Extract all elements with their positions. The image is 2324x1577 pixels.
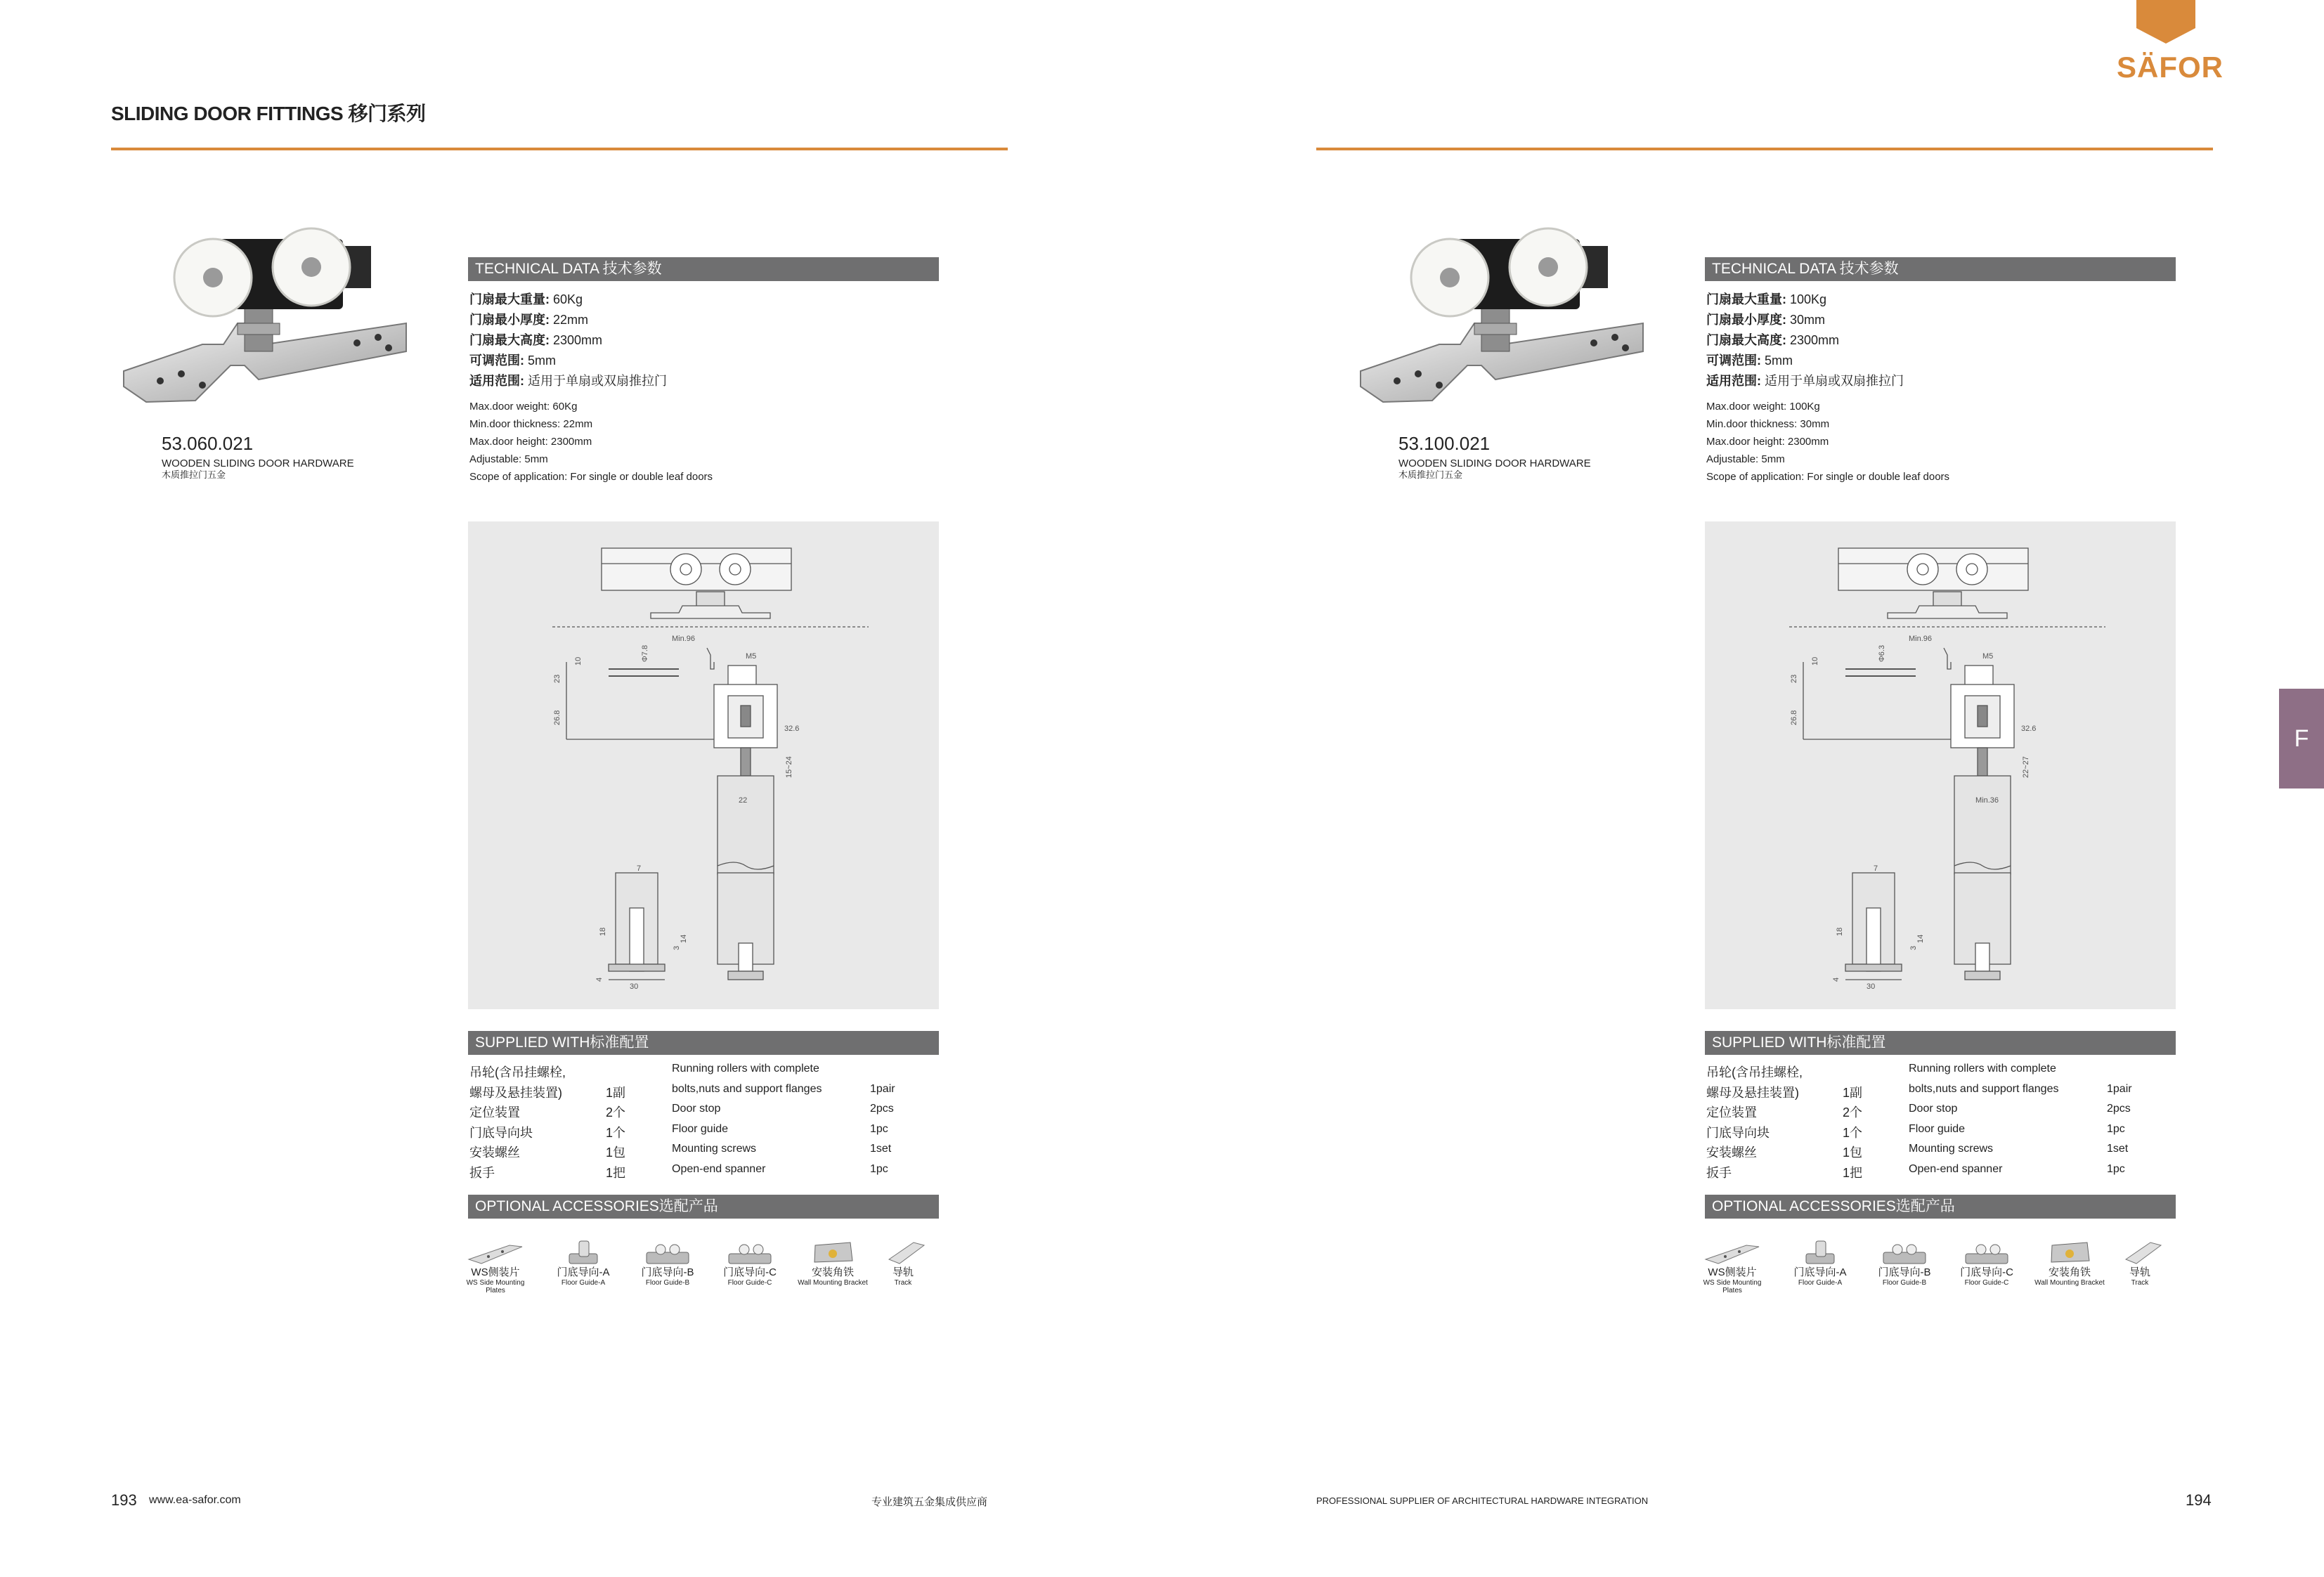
supplied-item-en: Door stop [1909, 1103, 1958, 1115]
left-page-number: 193 [111, 1491, 137, 1509]
accessory-item[interactable] [1781, 1231, 1859, 1287]
spec-cn-value: 适用于单扇或双扇推拉门 [1761, 374, 1904, 388]
spec-en-row [1706, 450, 1785, 468]
track-icon [864, 1231, 942, 1266]
spec-en-key: Adjustable: [469, 453, 522, 465]
spec-cn-value: 2300mm [1786, 333, 1840, 347]
svg-text:18: 18 [599, 927, 607, 936]
spec-cn-row [469, 371, 667, 391]
svg-text:23: 23 [553, 674, 561, 683]
supplied-qty-en: 1pc [870, 1162, 888, 1175]
floor-guide-c-icon [1948, 1231, 2025, 1266]
supplied-item-cn: 螺母及悬挂装置) [1706, 1085, 1799, 1100]
accessory-name-en: Floor Guide-C [727, 1279, 772, 1287]
accessory-name-en: Floor Guide-B [645, 1279, 690, 1287]
accessory-name-en: Wall Mounting Bracket [798, 1279, 868, 1287]
product-name-cn: 木质推拉门五金 [1398, 469, 1463, 480]
supplied-item-cn: 定位装置 [469, 1105, 520, 1120]
spec-cn-row [469, 310, 588, 330]
supplied-with-header: SUPPLIED WITH标准配置 [1705, 1031, 2176, 1055]
spec-cn-value: 适用于单扇或双扇推拉门 [524, 374, 667, 388]
svg-text:18: 18 [1836, 927, 1844, 936]
supplied-qty-en: 1pair [870, 1082, 895, 1095]
accessory-item[interactable] [2101, 1231, 2179, 1287]
supplied-qty-cn: 1副 [1843, 1085, 1863, 1100]
spec-en-value: 100Kg [1786, 401, 1820, 413]
svg-text:22~27: 22~27 [2022, 756, 2030, 778]
product-photo [118, 218, 413, 415]
svg-text:7: 7 [637, 864, 642, 873]
spec-en-row [1706, 415, 1829, 433]
floor-guide-c-icon [711, 1231, 788, 1266]
spec-en-key: Scope of application: [469, 471, 568, 483]
spec-en-key: Min.door thickness: [1706, 418, 1798, 430]
supplied-item-en: Mounting screws [672, 1143, 757, 1155]
spec-en-row [469, 450, 548, 468]
svg-text:4: 4 [1832, 977, 1841, 982]
supplied-item-en: bolts,nuts and support flanges [1909, 1082, 2059, 1095]
spec-cn-key: 门扇最小厚度: [469, 313, 550, 327]
wall-bracket-icon [2031, 1231, 2108, 1266]
svg-text:26.8: 26.8 [553, 710, 561, 725]
svg-text:4: 4 [595, 977, 604, 982]
svg-text:Min.36: Min.36 [1975, 796, 1999, 805]
pentagon-badge-icon [2136, 0, 2195, 44]
wall-bracket-icon [794, 1231, 871, 1266]
technical-drawing [468, 521, 939, 1009]
spec-en-value: 2300mm [1784, 436, 1829, 448]
svg-text:M5: M5 [746, 652, 757, 661]
accessory-name-cn: 门底导向-B [1878, 1266, 1931, 1278]
floor-guide-b-icon [629, 1231, 706, 1266]
svg-text:7: 7 [1874, 864, 1878, 873]
supplied-item-cn: 安装螺丝 [469, 1146, 520, 1160]
left-header-rule [111, 148, 1008, 150]
svg-text:15~24: 15~24 [785, 756, 793, 778]
supplied-with-header: SUPPLIED WITH标准配置 [468, 1031, 939, 1055]
accessory-name-cn: 安装角铁 [811, 1266, 854, 1278]
accessory-name-cn: 门底导向-C [723, 1266, 777, 1278]
spec-cn-row [1706, 330, 1839, 351]
spec-en-key: Min.door thickness: [469, 418, 561, 430]
svg-text:Min.96: Min.96 [672, 635, 696, 643]
accessory-item[interactable] [2031, 1231, 2108, 1287]
svg-text:30: 30 [1867, 982, 1876, 991]
svg-text:10: 10 [574, 656, 583, 666]
supplied-item-en: bolts,nuts and support flanges [672, 1082, 822, 1095]
optional-accessories-header: OPTIONAL ACCESSORIES选配产品 [468, 1195, 939, 1219]
supplied-item-cn: 吊轮(含吊挂螺栓, [1706, 1065, 1803, 1079]
spec-en-value: 2300mm [547, 436, 592, 448]
svg-text:32.6: 32.6 [2021, 725, 2037, 733]
supplied-item-cn: 螺母及悬挂装置) [469, 1085, 562, 1100]
accessory-item[interactable] [629, 1231, 706, 1287]
supplied-qty-en: 2pcs [2107, 1103, 2131, 1115]
accessory-name-en: Track [894, 1279, 912, 1287]
spec-cn-key: 门扇最大高度: [469, 333, 550, 347]
supplied-qty-cn: 1个 [606, 1125, 626, 1140]
spec-cn-key: 门扇最大重量: [469, 292, 550, 306]
supplied-item-en: Mounting screws [1909, 1143, 1994, 1155]
spec-cn-row [1706, 290, 1826, 310]
spec-cn-key: 门扇最大高度: [1706, 333, 1786, 347]
accessory-name-en: Floor Guide-A [561, 1279, 606, 1287]
accessory-item[interactable] [711, 1231, 788, 1287]
spec-en-row [469, 433, 592, 450]
supplied-qty-cn: 1把 [1843, 1165, 1863, 1180]
spec-cn-value: 5mm [524, 353, 556, 368]
spec-cn-key: 可调范围: [1706, 353, 1761, 368]
website-link[interactable]: www.ea-safor.com [149, 1494, 241, 1506]
spec-cn-key: 门扇最大重量: [1706, 292, 1786, 306]
spec-en-value: 5mm [521, 453, 548, 465]
accessory-name-cn: 门底导向-C [1960, 1266, 2013, 1278]
spec-en-key: Max.door height: [1706, 436, 1785, 448]
right-header-rule [1316, 148, 2213, 150]
supplied-item-en: Door stop [672, 1103, 721, 1115]
svg-text:22: 22 [739, 796, 748, 805]
svg-text:3: 3 [673, 945, 681, 950]
accessory-name-en: Floor Guide-A [1798, 1279, 1843, 1287]
supplied-qty-en: 1pc [870, 1122, 888, 1135]
spec-en-value: For single or double leaf doors [1804, 471, 1950, 483]
svg-text:Φ7.8: Φ7.8 [641, 644, 649, 662]
svg-text:10: 10 [1811, 656, 1819, 666]
spec-cn-row [1706, 351, 1793, 371]
svg-text:14: 14 [1916, 934, 1925, 943]
right-slogan: PROFESSIONAL SUPPLIER OF ARCHITECTURAL HARDWARE INTEGRATION [1316, 1495, 1649, 1506]
supplied-qty-en: 2pcs [870, 1103, 894, 1115]
spec-en-value: 5mm [1758, 453, 1785, 465]
spec-en-key: Max.door height: [469, 436, 548, 448]
accessory-name-cn: 门底导向-A [557, 1266, 610, 1278]
spec-cn-key: 适用范围: [469, 374, 524, 388]
spec-en-row [1706, 433, 1829, 450]
supplied-qty-en: 1pc [2107, 1162, 2125, 1175]
floor-guide-a-icon [545, 1231, 622, 1266]
spec-en-value: 22mm [560, 418, 593, 430]
spec-en-key: Adjustable: [1706, 453, 1759, 465]
spec-en-row [469, 468, 713, 486]
spec-cn-key: 适用范围: [1706, 374, 1761, 388]
spec-cn-value: 5mm [1761, 353, 1793, 368]
side-mounting-plate-icon [1694, 1231, 1771, 1266]
spec-cn-row [469, 351, 556, 371]
accessory-item[interactable] [1694, 1231, 1771, 1294]
technical-data-header: TECHNICAL DATA 技术参数 [468, 257, 939, 281]
spec-en-row [469, 398, 577, 415]
supplied-item-cn: 扳手 [1706, 1165, 1732, 1180]
supplied-item-cn: 扳手 [469, 1165, 495, 1180]
supplied-qty-en: 1set [2107, 1143, 2129, 1155]
svg-text:Φ6.3: Φ6.3 [1878, 644, 1886, 662]
svg-text:26.8: 26.8 [1790, 710, 1798, 725]
supplied-qty-cn: 1把 [606, 1165, 626, 1180]
accessory-item[interactable] [864, 1231, 942, 1287]
spec-cn-value: 22mm [550, 313, 589, 327]
technical-data-header: TECHNICAL DATA 技术参数 [1705, 257, 2176, 281]
optional-accessories-header: OPTIONAL ACCESSORIES选配产品 [1705, 1195, 2176, 1219]
spec-cn-value: 2300mm [550, 333, 603, 347]
product-name-cn: 木质推拉门五金 [162, 469, 226, 480]
brand-logo: SÄFOR [2117, 51, 2224, 84]
accessory-name-cn: WS侧装片 [1708, 1266, 1757, 1278]
accessory-name-cn: 门底导向-B [641, 1266, 694, 1278]
spec-cn-row [469, 330, 602, 351]
spec-en-key: Scope of application: [1706, 471, 1805, 483]
accessory-name-en: Floor Guide-C [1964, 1279, 2009, 1287]
accessory-name-cn: WS侧装片 [471, 1266, 520, 1278]
accessory-item[interactable] [1866, 1231, 1943, 1287]
supplied-qty-en: 1set [870, 1143, 892, 1155]
accessory-name-en: WS Side Mounting Plates [466, 1279, 525, 1294]
spec-en-key: Max.door weight: [1706, 401, 1787, 413]
supplied-item-cn: 定位装置 [1706, 1105, 1757, 1120]
left-slogan: 专业建筑五金集成供应商 [871, 1496, 988, 1508]
supplied-qty-en: 1pair [2107, 1082, 2132, 1095]
section-title: SLIDING DOOR FITTINGS 移门系列 [111, 103, 426, 124]
product-name-en: WOODEN SLIDING DOOR HARDWARE [1398, 457, 1591, 469]
spec-en-value: 30mm [1797, 418, 1830, 430]
svg-text:32.6: 32.6 [784, 725, 800, 733]
svg-text:M5: M5 [1982, 652, 1994, 661]
supplied-item-cn: 门底导向块 [1706, 1125, 1770, 1140]
supplied-qty-en: 1pc [2107, 1122, 2125, 1135]
product-code: 53.100.021 [1398, 433, 1491, 454]
spec-en-row [469, 415, 592, 433]
spec-en-row [1706, 398, 1820, 415]
section-tab[interactable]: F [2279, 689, 2324, 788]
floor-guide-b-icon [1866, 1231, 1943, 1266]
accessory-name-cn: 门底导向-A [1793, 1266, 1847, 1278]
spec-cn-value: 30mm [1786, 313, 1826, 327]
right-page-number: 194 [2186, 1491, 2212, 1509]
spec-cn-value: 60Kg [550, 292, 583, 306]
supplied-qty-cn: 1副 [606, 1085, 626, 1100]
svg-text:23: 23 [1790, 674, 1798, 683]
accessory-name-cn: 导轨 [892, 1266, 914, 1278]
supplied-item-en: Floor guide [672, 1122, 729, 1135]
side-mounting-plate-icon [457, 1231, 534, 1266]
supplied-qty-cn: 2个 [606, 1105, 626, 1120]
supplied-item-cn: 安装螺丝 [1706, 1146, 1757, 1160]
accessory-name-cn: 导轨 [2129, 1266, 2150, 1278]
accessory-name-cn: 安装角铁 [2048, 1266, 2091, 1278]
svg-text:14: 14 [680, 934, 688, 943]
product-photo [1355, 218, 1650, 415]
accessory-name-en: Wall Mounting Bracket [2034, 1279, 2105, 1287]
spec-cn-key: 可调范围: [469, 353, 524, 368]
accessory-item[interactable] [794, 1231, 871, 1287]
svg-text:Min.96: Min.96 [1909, 635, 1933, 643]
track-icon [2101, 1231, 2179, 1266]
spec-cn-key: 门扇最小厚度: [1706, 313, 1786, 327]
supplied-qty-cn: 1包 [1843, 1146, 1863, 1160]
supplied-qty-cn: 1包 [606, 1146, 626, 1160]
spec-en-key: Max.door weight: [469, 401, 550, 413]
supplied-item-en: Open-end spanner [672, 1162, 766, 1175]
supplied-item-en: Floor guide [1909, 1122, 1966, 1135]
spec-cn-row [469, 290, 583, 310]
svg-text:3: 3 [1909, 945, 1918, 950]
supplied-item-en: Running rollers with complete [672, 1063, 819, 1075]
spec-en-value: 60Kg [550, 401, 578, 413]
supplied-qty-cn: 1个 [1843, 1125, 1863, 1140]
technical-drawing [1705, 521, 2176, 1009]
product-code: 53.060.021 [162, 433, 254, 454]
accessory-name-en: WS Side Mounting Plates [1703, 1279, 1762, 1294]
spec-cn-value: 100Kg [1786, 292, 1827, 306]
supplied-qty-cn: 2个 [1843, 1105, 1863, 1120]
accessory-item[interactable] [1948, 1231, 2025, 1287]
spec-cn-row [1706, 371, 1904, 391]
supplied-item-cn: 吊轮(含吊挂螺栓, [469, 1065, 566, 1079]
product-name-en: WOODEN SLIDING DOOR HARDWARE [162, 457, 354, 469]
accessory-name-en: Floor Guide-B [1882, 1279, 1927, 1287]
accessory-name-en: Track [2131, 1279, 2149, 1287]
svg-text:30: 30 [630, 982, 639, 991]
supplied-item-en: Running rollers with complete [1909, 1063, 2056, 1075]
spec-en-row [1706, 468, 1949, 486]
accessory-item[interactable] [545, 1231, 622, 1287]
supplied-item-cn: 门底导向块 [469, 1125, 533, 1140]
spec-cn-row [1706, 310, 1825, 330]
supplied-item-en: Open-end spanner [1909, 1162, 2003, 1175]
spec-en-value: For single or double leaf doors [567, 471, 713, 483]
accessory-item[interactable] [457, 1231, 534, 1294]
floor-guide-a-icon [1781, 1231, 1859, 1266]
